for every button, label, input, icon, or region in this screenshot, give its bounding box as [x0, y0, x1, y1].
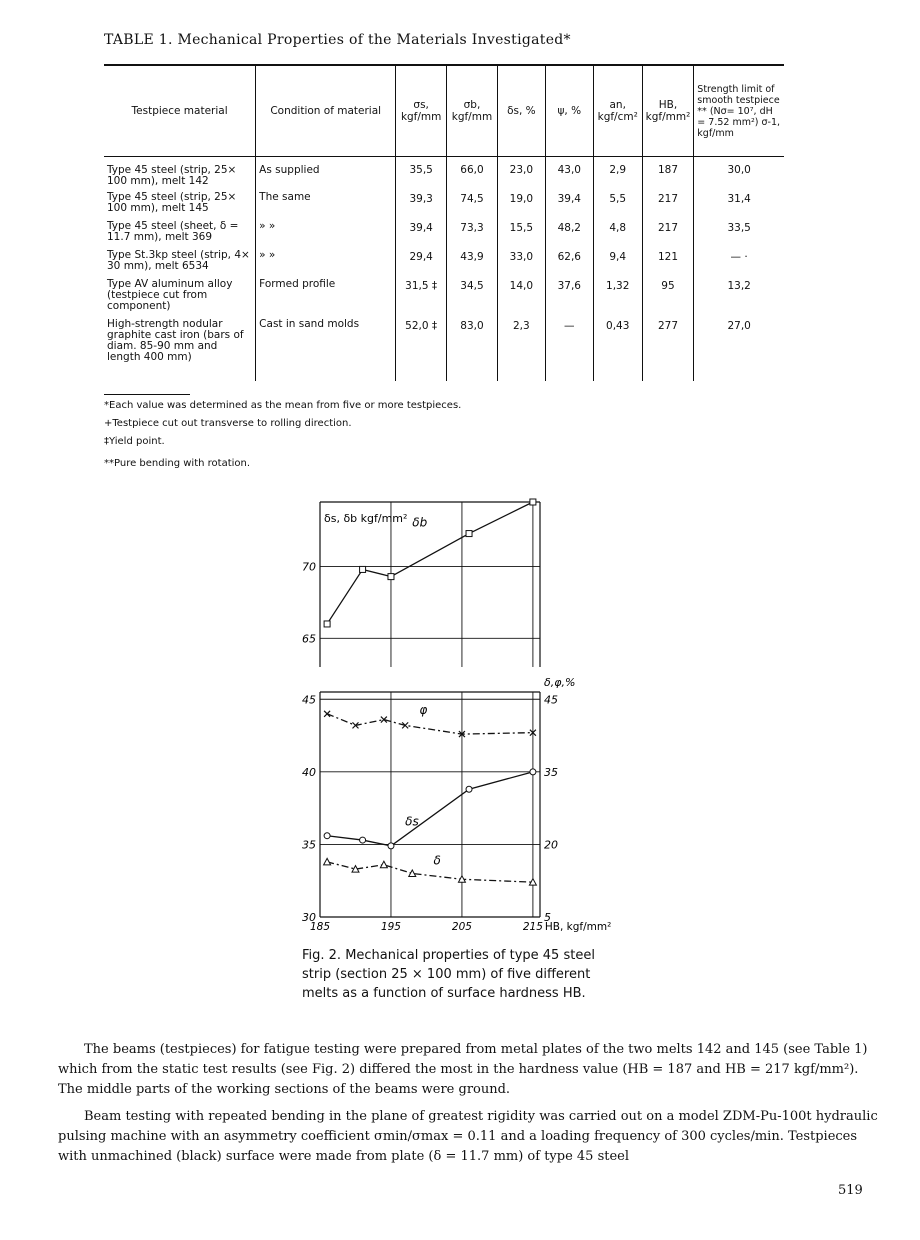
table-cell-material: Type 45 steel (sheet, δ = 11.7 mm), melt 369: [107, 220, 239, 243]
table-cell-hb: 217: [642, 192, 694, 221]
table-cell-hb: 121: [642, 250, 694, 279]
col-header-psi: ψ, %: [545, 65, 593, 157]
bottom-left-y-tick-label: 35: [302, 838, 316, 852]
bottom-right-y-tick-label: 20: [544, 838, 558, 852]
note-transverse: +Testpiece cut out transverse to rolling direction.: [104, 418, 352, 429]
table-cell-ss: 39,3: [396, 192, 447, 221]
table-cell-ss: 39,4: [396, 221, 447, 250]
table-cell-psi: —: [545, 319, 593, 381]
paragraph-beam-testing: Beam testing with repeated bending in the plane of greatest rigidity was carried out on a model ZDM-Pu-100t hydraulic pulsing machine with an asymmetry coefficient σmin/σmax = 0.11 and a loading frequency of 300 cycles/min. Testpieces with unmachined (black) surface were made from plate (δ = 11.7 mm) of type 45 steel: [58, 1109, 878, 1164]
table-cell-sm1: 27,0: [694, 319, 784, 381]
col-header-delta: δs, %: [497, 65, 545, 157]
data-point-sigma-b: [324, 621, 330, 627]
table-cell-sb: 66,0: [447, 157, 498, 193]
table-cell-sb: 43,9: [447, 250, 498, 279]
data-point-delta-s: [324, 833, 330, 839]
table-cell-an: 1,32: [593, 279, 642, 319]
table-cell-condition: The same: [256, 192, 396, 221]
table-cell-hb: 217: [642, 221, 694, 250]
bottom-right-y-tick-label: 35: [544, 765, 558, 779]
table-cell-sm1: 31,4: [694, 192, 784, 221]
x-tick-label: 205: [451, 921, 472, 933]
col-header-condition: Condition of material: [256, 65, 396, 157]
bottom-right-y-tick-label: 45: [544, 693, 558, 707]
series-label-delta-s: δs: [405, 814, 419, 829]
table-cell-sb: 73,3: [447, 221, 498, 250]
data-point-delta-s: [360, 837, 366, 843]
table-cell-an: 9,4: [593, 250, 642, 279]
table-cell-delta: 15,5: [497, 221, 545, 250]
table-cell-material: Type St.3kp steel (strip, 4× 30 mm), melt 6534: [107, 249, 250, 272]
table-cell-ss: 35,5: [396, 157, 447, 193]
table-cell-hb: 187: [642, 157, 694, 193]
data-point-delta: [324, 858, 331, 865]
notes-rule: [104, 394, 190, 395]
table-row: [104, 192, 784, 221]
col-header-an: an, kgf/cm²: [593, 65, 642, 157]
table-cell-delta: 23,0: [497, 157, 545, 193]
table-cell-condition: As supplied: [256, 157, 396, 193]
table-cell-an: 0,43: [593, 319, 642, 381]
table-cell-hb: 277: [642, 319, 694, 381]
table-cell-psi: 62,6: [545, 250, 593, 279]
right-y-axis-label: δ,φ,%: [544, 676, 576, 689]
page-number: 519: [838, 1183, 863, 1198]
data-point-sigma-b: [466, 531, 472, 537]
top-y-tick-label: 70: [302, 560, 316, 574]
bottom-left-y-tick-label: 30: [302, 911, 316, 924]
col-header-sigma-s: σs, kgf/mm: [396, 65, 447, 157]
col-header-strength-limit: Strength limit of smooth testpiece ** (Nσ= 10⁷, dH = 7.52 mm²) σ-1, kgf/mm: [694, 65, 784, 157]
table-cell-sm1: — ·: [694, 250, 784, 279]
bottom-right-y-tick-label: 5: [544, 911, 551, 924]
data-point-sigma-b: [360, 566, 366, 572]
series-label-sigma-b: δb: [412, 515, 428, 530]
table-cell-material: Type AV aluminum alloy (testpiece cut from component): [107, 278, 233, 312]
hardness-chart: [290, 492, 660, 942]
properties-table: [104, 64, 784, 381]
series-label-psi: φ: [419, 702, 428, 717]
table-cell-psi: 43,0: [545, 157, 593, 193]
x-tick-label: 185: [309, 921, 331, 933]
data-point-sigma-b: [530, 499, 536, 505]
table-cell-an: 5,5: [593, 192, 642, 221]
note-mean: *Each value was determined as the mean from five or more testpieces.: [104, 400, 462, 411]
col-header-hb: HB, kgf/mm²: [642, 65, 694, 157]
table-row: [104, 319, 784, 381]
series-label-delta: δ: [433, 853, 441, 868]
table-row: [104, 157, 784, 193]
table-cell-ss: 29,4: [396, 250, 447, 279]
bottom-left-y-tick-label: 45: [302, 693, 316, 707]
table-cell-condition: » »: [256, 250, 396, 279]
table-cell-delta: 14,0: [497, 279, 545, 319]
table-header-row: [104, 65, 784, 157]
table-cell-psi: 39,4: [545, 192, 593, 221]
table-cell-material: Type 45 steel (strip, 25× 100 mm), melt 142: [107, 164, 237, 187]
x-axis-label: HB, kgf/mm²: [544, 921, 612, 933]
data-point-sigma-b: [388, 574, 394, 580]
table-cell-ss: 31,5 ‡: [396, 279, 447, 319]
table-cell-sm1: 13,2: [694, 279, 784, 319]
note-pure-bending: **Pure bending with rotation.: [104, 458, 251, 469]
series-line-delta-s: [327, 772, 533, 846]
table-cell-sm1: 30,0: [694, 157, 784, 193]
data-point-delta-s: [530, 769, 536, 775]
table-cell-delta: 2,3: [497, 319, 545, 381]
table-cell-material: Type 45 steel (strip, 25× 100 mm), melt 145: [107, 191, 237, 214]
x-tick-label: 195: [380, 921, 401, 933]
table-row: [104, 221, 784, 250]
table-row: [104, 250, 784, 279]
x-tick-label: 215: [522, 921, 543, 933]
table-row: [104, 279, 784, 319]
table-cell-sb: 74,5: [447, 192, 498, 221]
table-cell-sm1: 33,5: [694, 221, 784, 250]
table-cell-condition: Formed profile: [256, 279, 396, 319]
table-title: TABLE 1. Mechanical Properties of the Materials Investigated*: [104, 32, 571, 48]
table-cell-ss: 52,0 ‡: [396, 319, 447, 381]
table-cell-an: 4,8: [593, 221, 642, 250]
table-cell-an: 2,9: [593, 157, 642, 193]
table-cell-material: High-strength nodular graphite cast iron (bars of diam. 85-90 mm and length 400 mm): [107, 318, 244, 363]
top-y-tick-label: 65: [302, 632, 316, 646]
table-cell-delta: 19,0: [497, 192, 545, 221]
table-cell-condition: » »: [256, 221, 396, 250]
table-cell-condition: Cast in sand molds: [256, 319, 396, 381]
col-header-material: Testpiece material: [104, 65, 256, 157]
table-cell-hb: 95: [642, 279, 694, 319]
paragraph-beams: The beams (testpieces) for fatigue testing were prepared from metal plates of the two melts 142 and 145 (see Table 1) which from the static test results (see Fig. 2) differed the most in the hardness value (HB = 187 and HB = 217 kgf/mm²). The middle parts of the working sections of the beams were ground.: [58, 1042, 868, 1097]
note-yield: ‡Yield point.: [104, 436, 165, 447]
table-cell-psi: 48,2: [545, 221, 593, 250]
col-header-sigma-b: σb, kgf/mm: [447, 65, 498, 157]
top-y-axis-label: δs, δb kgf/mm²: [324, 512, 408, 525]
table-cell-delta: 33,0: [497, 250, 545, 279]
table-cell-psi: 37,6: [545, 279, 593, 319]
series-line-psi: [327, 714, 533, 734]
figure-caption: Fig. 2. Mechanical properties of type 45 steel strip (section 25 × 100 mm) of five different melts as a function of surface hardness HB.: [302, 948, 595, 1001]
data-point-delta-s: [388, 843, 394, 849]
table-cell-sb: 83,0: [447, 319, 498, 381]
table-cell-sb: 34,5: [447, 279, 498, 319]
bottom-left-y-tick-label: 40: [302, 765, 316, 779]
data-point-delta-s: [466, 786, 472, 792]
